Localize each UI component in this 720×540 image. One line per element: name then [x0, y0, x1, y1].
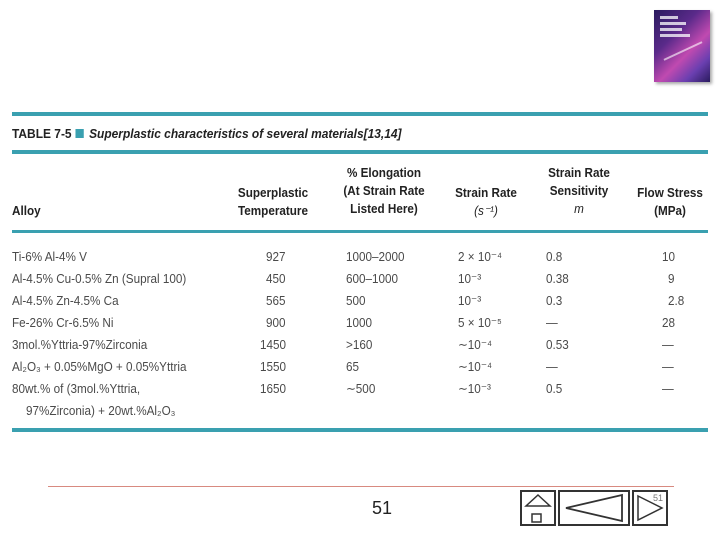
home-icon	[522, 492, 554, 524]
next-button[interactable]	[632, 490, 668, 526]
cell-flow-stress: —	[662, 381, 674, 396]
cell-strain-rate: 10⁻³	[458, 271, 482, 286]
header-temperature: Superplastic Temperature	[237, 185, 309, 218]
table-caption	[12, 126, 402, 141]
cell-flow-stress: 28	[662, 315, 676, 330]
cell-strain-rate: ∼10⁻⁴	[458, 359, 493, 374]
cell-elongation: >160	[346, 337, 373, 352]
cell-sensitivity: —	[546, 359, 558, 374]
cell-flow-stress: 9	[668, 271, 675, 286]
superplastic-table	[12, 112, 708, 418]
caption-square-icon	[75, 129, 83, 138]
cell-strain-rate: ∼10⁻³	[458, 381, 491, 396]
cell-flow-stress: 2.8	[668, 293, 685, 308]
cell-alloy: Al-4.5% Cu-0.5% Zn (Supral 100)	[12, 271, 187, 286]
cell-temperature: 565	[266, 293, 286, 308]
cell-temperature: 1650	[260, 381, 287, 396]
cell-elongation: 1000–2000	[346, 249, 405, 264]
header-strain-rate: Strain Rate (s⁻¹)	[455, 185, 517, 218]
table-top-rule	[12, 112, 708, 116]
page-number: 51	[372, 498, 393, 518]
cell-sensitivity: 0.53	[546, 337, 569, 352]
header-bottom-rule	[12, 230, 708, 233]
table-title: Superplastic characteristics of several materials[13,14]	[89, 126, 402, 141]
cell-temperature: 927	[266, 249, 286, 264]
header-sensitivity: Strain Rate Sensitivity m	[548, 165, 610, 216]
cell-alloy: 80wt.% of (3mol.%Yttria,	[12, 381, 141, 396]
cell-strain-rate: 5 × 10⁻⁵	[458, 315, 502, 330]
cell-sensitivity: 0.8	[546, 249, 563, 264]
cell-flow-stress: —	[662, 337, 674, 352]
cell-elongation: ∼500	[346, 381, 376, 396]
home-button[interactable]	[520, 490, 556, 526]
header-alloy: Alloy	[12, 203, 41, 218]
cell-temperature: 900	[266, 315, 286, 330]
cell-alloy: Al-4.5% Zn-4.5% Ca	[12, 293, 119, 308]
cell-sensitivity: 0.3	[546, 293, 563, 308]
cell-sensitivity: —	[546, 315, 558, 330]
next-page-label: 51	[652, 493, 663, 503]
cell-flow-stress: 10	[662, 249, 676, 264]
cell-flow-stress: —	[662, 359, 674, 374]
cell-elongation: 65	[346, 359, 360, 374]
cell-sensitivity: 0.5	[546, 381, 563, 396]
previous-button[interactable]	[558, 490, 630, 526]
cell-alloy: 3mol.%Yttria-97%Zirconia	[12, 337, 148, 352]
cell-strain-rate: ∼10⁻⁴	[458, 337, 493, 352]
cell-temperature: 1550	[260, 359, 287, 374]
footer-divider	[48, 486, 674, 487]
cell-elongation: 1000	[346, 315, 373, 330]
header-rule	[12, 150, 708, 154]
previous-icon	[560, 492, 628, 524]
cell-alloy: Al₂O₃ + 0.05%MgO + 0.05%Yttria	[12, 359, 187, 374]
cell-elongation: 500	[346, 293, 366, 308]
table-bottom-rule	[12, 428, 708, 432]
cell-elongation: 600–1000	[346, 271, 399, 286]
cell-strain-rate: 2 × 10⁻⁴	[458, 249, 503, 264]
book-cover-icon	[654, 10, 710, 82]
cell-temperature: 450	[266, 271, 286, 286]
cell-temperature: 1450	[260, 337, 287, 352]
cell-alloy: Fe-26% Cr-6.5% Ni	[12, 315, 114, 330]
header-elongation: % Elongation (At Strain Rate Listed Here)	[343, 165, 425, 216]
table-number: TABLE 7-5	[12, 126, 72, 141]
cell-sensitivity: 0.38	[546, 271, 569, 286]
cell-alloy: 97%Zirconia) + 20wt.%Al₂O₃	[26, 403, 176, 418]
cell-strain-rate: 10⁻³	[458, 293, 482, 308]
cell-alloy: Ti-6% Al-4% V	[12, 249, 87, 264]
header-flow-stress: Flow Stress (MPa)	[637, 185, 703, 218]
